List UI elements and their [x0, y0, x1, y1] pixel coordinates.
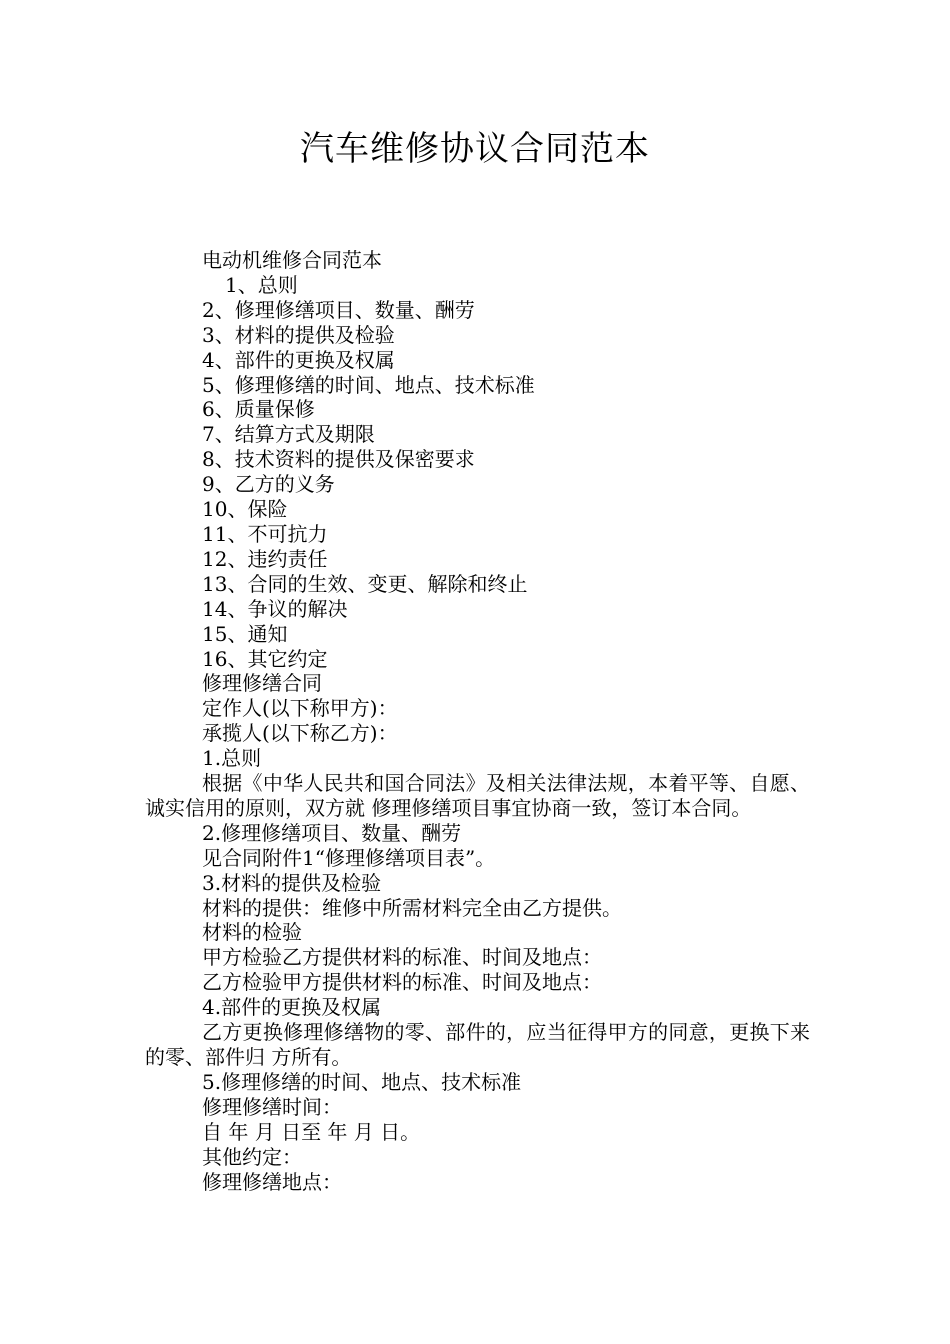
section-heading: 2.修理修缮项目、数量、酬劳 [202, 820, 462, 845]
section-heading: 修理修缮合同 [202, 671, 322, 696]
paragraph: 自 年 月 日至 年 月 日。 [202, 1119, 421, 1144]
paragraph: 见合同附件1“修理修缮项目表”。 [202, 845, 496, 870]
toc-item: 6、质量保修 [202, 397, 315, 422]
toc-item: 10、保险 [202, 497, 288, 522]
party-line: 承揽人(以下称乙方)： [202, 721, 398, 746]
toc-item: 14、争议的解决 [202, 596, 348, 621]
section-heading: 1.总则 [202, 746, 262, 771]
paragraph: 根据《中华人民共和国合同法》及相关法律法规，本着平等、自愿、诚实信用的原则，双方就 修理修缮项目事宜协商一致，签订本合同。 [145, 771, 810, 820]
document-body [145, 248, 810, 1194]
paragraph: 材料的提供：维修中所需材料完全由乙方提供。 [202, 895, 622, 920]
toc-item: 5、修理修缮的时间、地点、技术标准 [202, 372, 535, 397]
paragraph-contract-heading: 电动机维修合同范本 [202, 248, 382, 272]
paragraph: 乙方更换修理修缮物的零、部件的，应当征得甲方的同意，更换下来的零、部件归 方所有。 [145, 1020, 810, 1069]
paragraph: 修理修缮时间： [202, 1094, 342, 1119]
toc-item: 8、技术资料的提供及保密要求 [202, 447, 475, 472]
section-heading: 5.修理修缮的时间、地点、技术标准 [202, 1069, 522, 1094]
toc-item: 9、乙方的义务 [202, 472, 335, 497]
paragraph: 材料的检验 [202, 920, 302, 945]
party-line: 定作人(以下称甲方)： [202, 696, 398, 721]
section-heading: 3.材料的提供及检验 [202, 870, 382, 895]
toc-item: 16、其它约定 [202, 646, 328, 671]
toc-item: 11、不可抗力 [202, 521, 328, 546]
document-title: 汽车维修协议合同范本 [300, 129, 650, 169]
paragraph: 乙方检验甲方提供材料的标准、时间及地点： [202, 970, 602, 995]
paragraph: 修理修缮地点： [202, 1169, 342, 1194]
toc-item: 13、合同的生效、变更、解除和终止 [202, 571, 528, 596]
toc-item: 2、修理修缮项目、数量、酬劳 [202, 297, 475, 322]
paragraph: 甲方检验乙方提供材料的标准、时间及地点： [202, 945, 602, 970]
toc-item: 7、结算方式及期限 [202, 422, 375, 447]
paragraph: 其他约定： [202, 1144, 302, 1169]
toc-item: 1、总则 [225, 272, 298, 297]
toc-item: 4、部件的更换及权属 [202, 347, 395, 372]
toc-item: 15、通知 [202, 621, 288, 646]
toc-item: 3、材料的提供及检验 [202, 322, 395, 347]
section-heading: 4.部件的更换及权属 [202, 995, 382, 1020]
toc-item: 12、违约责任 [202, 546, 328, 571]
